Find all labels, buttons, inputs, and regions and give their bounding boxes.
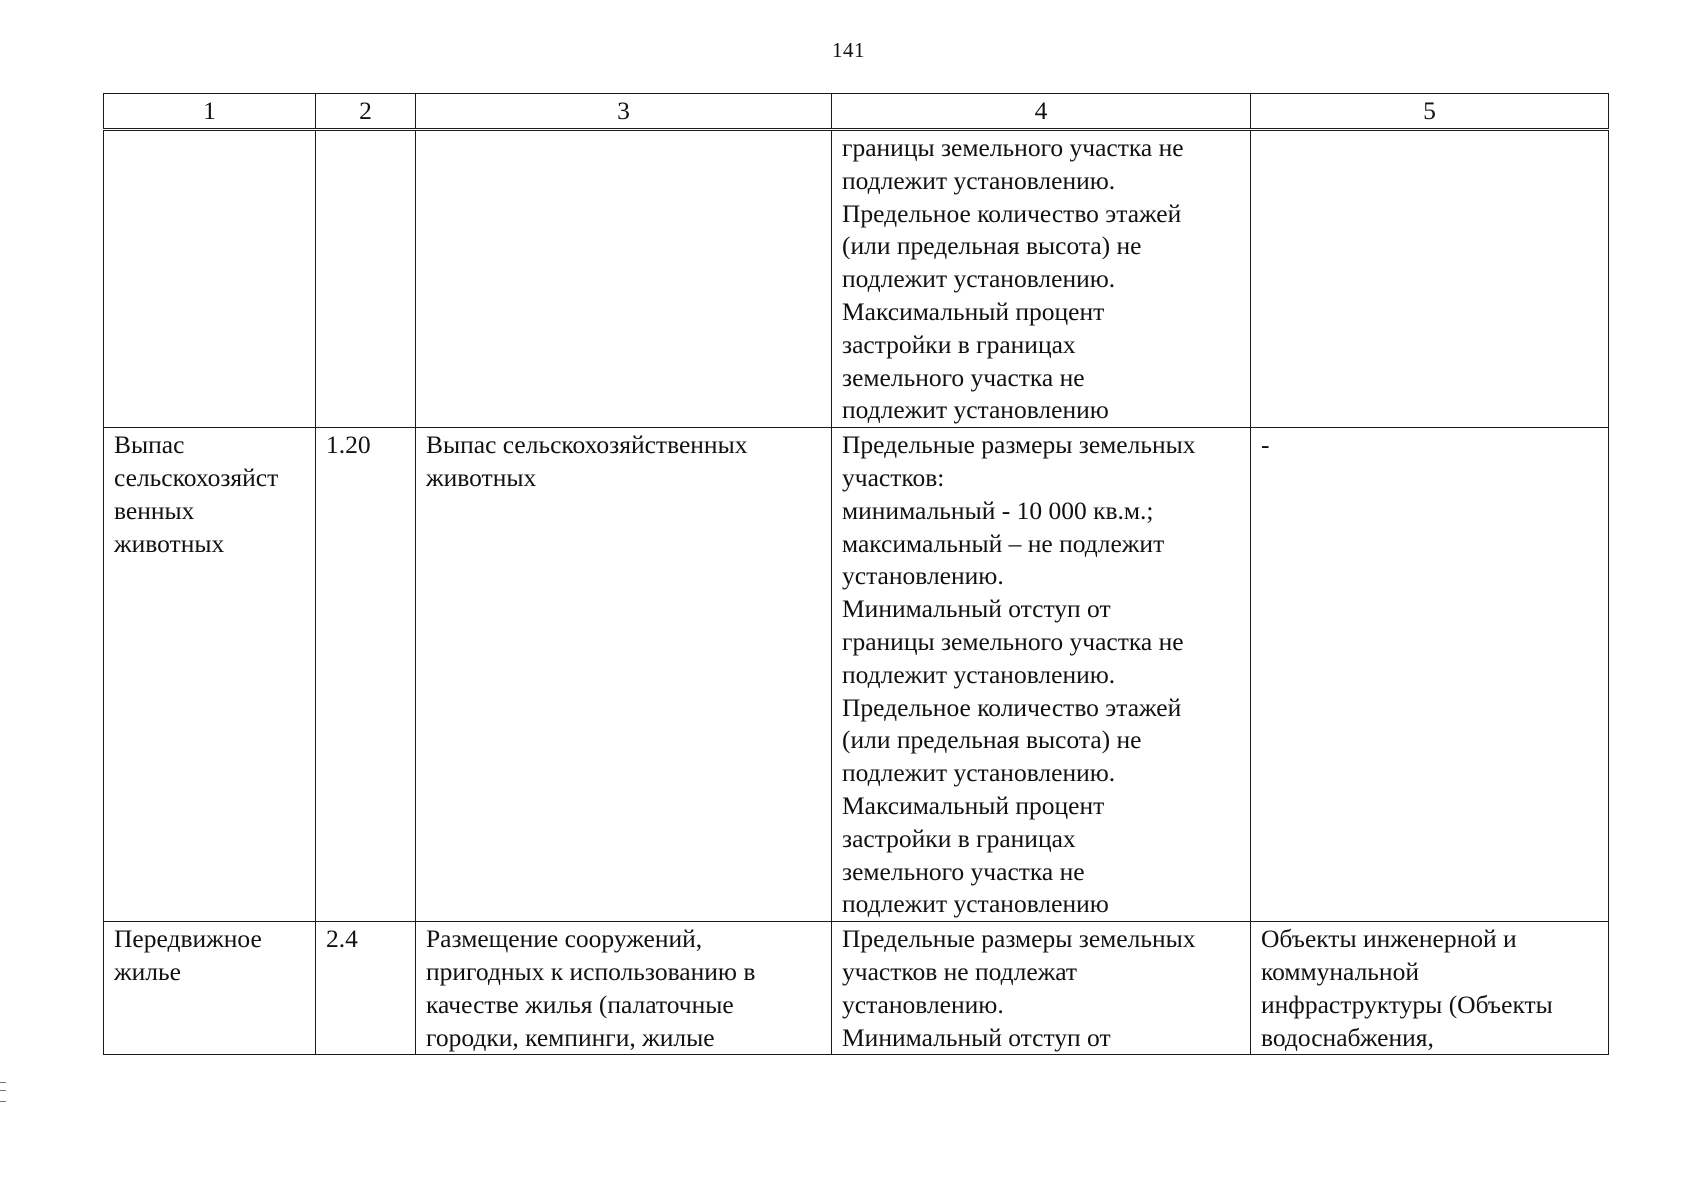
cell-text-line: водоснабжения,: [1261, 1022, 1434, 1052]
cell-text-line: подлежит установлению: [842, 395, 1109, 425]
cell-text-line: подлежит установлению.: [842, 659, 1116, 689]
cell-text-line: Выпас сельскохозяйственных: [426, 430, 748, 460]
cell-text-line: Предельное количество этажей: [842, 198, 1182, 228]
cell-text-line: подлежит установлению.: [842, 165, 1116, 195]
cell-text-line: земельного участка не: [842, 362, 1085, 392]
cell-text-line: Объекты инженерной и: [1261, 924, 1517, 954]
cell-text-line: застройки в границах: [842, 329, 1076, 359]
cell-text-line: подлежит установлению.: [842, 264, 1116, 294]
cell-text-line: качестве жилья (палаточные: [426, 989, 734, 1019]
page-number: 141: [832, 38, 865, 62]
cell-text-line: границы земельного участка не: [842, 133, 1184, 162]
cell-text-line: Максимальный процент: [842, 296, 1105, 326]
auxiliary-uses-cell: [1251, 130, 1609, 428]
cell-text-line: коммунальной: [1261, 956, 1419, 986]
cell-text-line: инфраструктуры (Объекты: [1261, 989, 1553, 1019]
table-row-continued: [104, 130, 1609, 428]
column-header-5: 5: [1251, 94, 1609, 130]
auxiliary-uses-cell: [1251, 428, 1609, 922]
use-description-cell: [416, 130, 832, 428]
cell-text-line: подлежит установлению.: [842, 758, 1116, 788]
use-code-cell: [316, 922, 416, 1055]
parameters-cell: [832, 130, 1251, 428]
cell-text-line: земельного участка не: [842, 856, 1085, 886]
table-body: [104, 130, 1609, 1055]
table-row-vypas: [104, 428, 1609, 922]
cell-text-line: Передвижное: [114, 924, 262, 954]
cell-text-line: пригодных к использованию в: [426, 956, 756, 986]
cell-text-line: минимальный - 10 000 кв.м.;: [842, 495, 1154, 525]
use-description-cell: [416, 922, 832, 1055]
cell-text-line: установлению.: [842, 561, 1004, 591]
parameters-cell: [832, 428, 1251, 922]
use-type-name-cell: [104, 130, 316, 428]
table-header-row: [104, 94, 1609, 130]
table-row-peredvizhnoe: [104, 922, 1609, 1055]
cell-text-line: 1.20: [326, 430, 371, 460]
cell-text-line: максимальный – не подлежит: [842, 528, 1165, 558]
cell-text-line: участков:: [842, 462, 945, 492]
cell-text-line: городки, кемпинги, жилые: [426, 1022, 715, 1052]
cell-text-line: Минимальный отступ от: [842, 1022, 1111, 1052]
cell-text-line: Предельные размеры земельных: [842, 430, 1196, 460]
cell-text-line: животных: [426, 462, 537, 492]
cell-text-line: Минимальный отступ от: [842, 594, 1111, 624]
auxiliary-uses-cell: [1251, 922, 1609, 1055]
cell-text-line: жилье: [114, 956, 181, 986]
cell-text-line: Предельные размеры земельных: [842, 924, 1196, 954]
cell-text-line: границы земельного участка не: [842, 626, 1184, 656]
cell-text-line: 2.4: [326, 924, 358, 954]
use-description-cell: [416, 428, 832, 922]
use-code-cell: [316, 428, 416, 922]
column-header-2: 2: [316, 94, 416, 130]
cell-text-line: сельскохозяйст: [114, 462, 279, 492]
cell-text-line: венных: [114, 495, 195, 525]
column-header-3: 3: [416, 94, 832, 130]
use-type-name-cell: [104, 428, 316, 922]
cell-text-line: -: [1261, 430, 1270, 460]
cell-text-line: участков не подлежат: [842, 956, 1078, 986]
cell-text-line: (или предельная высота) не: [842, 725, 1142, 755]
cell-text-line: (или предельная высота) не: [842, 231, 1142, 261]
cell-text-line: Предельное количество этажей: [842, 692, 1182, 722]
use-code-cell: [316, 130, 416, 428]
cell-text-line: застройки в границах: [842, 823, 1076, 853]
use-type-name-cell: [104, 922, 316, 1055]
cell-text-line: Максимальный процент: [842, 790, 1105, 820]
scan-edge-mark: [0, 1082, 6, 1102]
cell-text-line: животных: [114, 528, 225, 558]
column-header-1: 1: [104, 94, 316, 130]
land-use-table: [103, 93, 1609, 1055]
cell-text-line: установлению.: [842, 989, 1004, 1019]
column-header-4: 4: [832, 94, 1251, 130]
cell-text-line: Размещение сооружений,: [426, 924, 703, 954]
parameters-cell: [832, 922, 1251, 1055]
cell-text-line: Выпас: [114, 430, 185, 460]
cell-text-line: подлежит установлению: [842, 889, 1109, 919]
